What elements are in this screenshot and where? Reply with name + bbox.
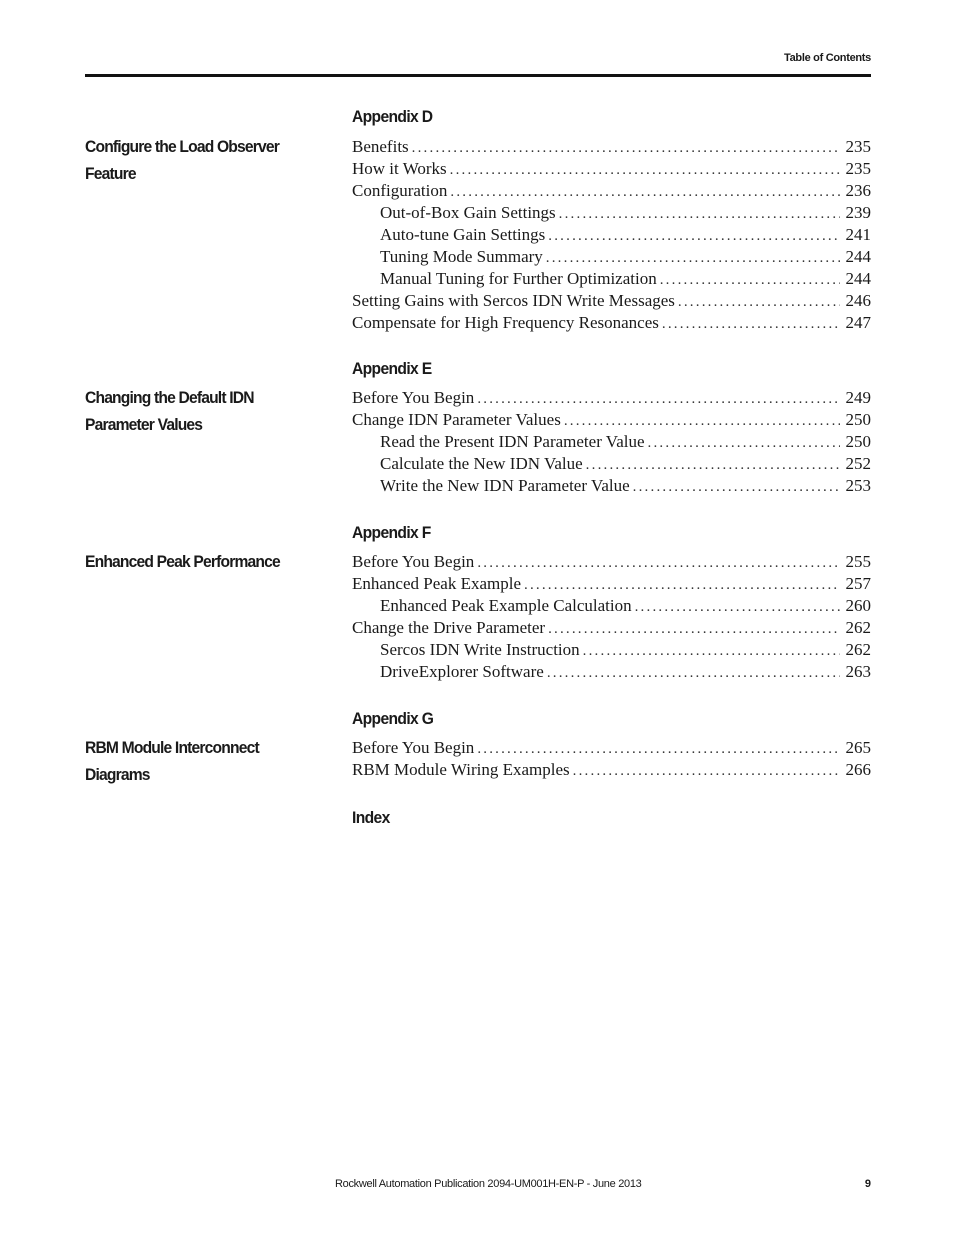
toc-entry-page: 239 [845,203,871,222]
toc-leader-dots [524,574,840,596]
toc-entry-title: Change the Drive Parameter [352,618,546,637]
toc-entry[interactable] [352,158,871,180]
toc-subentry[interactable] [352,431,871,453]
toc-entry-title: Auto-tune Gain Settings [380,225,546,244]
toc-leader-dots [477,552,839,574]
toc-entry-page: 244 [845,269,871,288]
toc-entry-title: Configuration [352,181,448,200]
toc-entry-page: 253 [845,476,871,495]
toc-entry-title: Change IDN Parameter Values [352,410,561,429]
toc-entry-page: 257 [845,574,871,593]
toc-subentry[interactable] [352,475,871,497]
toc-leader-dots [477,388,839,410]
toc-entry[interactable] [352,759,871,781]
toc-entry-page: 266 [845,760,871,779]
toc-leader-dots [635,596,840,618]
toc-leader-dots [412,137,840,159]
toc-subentry[interactable] [352,268,871,290]
toc-entry-title: DriveExplorer Software [380,662,544,681]
footer-publication: Rockwell Automation Publication 2094-UM001H-EN-P - June 2013 [335,1178,642,1190]
toc-entry[interactable] [352,617,871,639]
toc-entry-title: Benefits [352,137,409,156]
toc-leader-dots [648,432,840,454]
toc-entry-page: 247 [845,313,871,332]
appendix-e-label: Appendix E [352,359,432,378]
toc-leader-dots [548,225,839,247]
toc-entry-page: 241 [845,225,871,244]
toc-subentry[interactable] [352,224,871,246]
toc-entry-page: 235 [845,137,871,156]
appendix-g-label: Appendix G [352,709,434,728]
toc-entry-page: 244 [845,247,871,266]
toc-subentry[interactable] [352,661,871,683]
toc-entry[interactable] [352,180,871,202]
toc-entry-title: Before You Begin [352,552,475,571]
toc-entry-title: Before You Begin [352,738,475,757]
appendix-d-entries [352,136,871,334]
toc-leader-dots [662,313,840,335]
toc-entry[interactable] [352,387,871,409]
toc-entry[interactable] [352,573,871,595]
toc-entry-title: Setting Gains with Sercos IDN Write Messages [352,291,675,310]
toc-leader-dots [450,159,840,181]
toc-subentry[interactable] [352,639,871,661]
toc-entry-page: 262 [845,618,871,637]
toc-subentry[interactable] [352,246,871,268]
toc-leader-dots [678,291,840,313]
toc-entry-title: RBM Module Wiring Examples [352,760,570,779]
toc-entry-title: Enhanced Peak Example [352,574,521,593]
toc-entry-page: 265 [845,738,871,757]
header-rule [85,74,871,77]
toc-leader-dots [450,181,839,203]
toc-entry-page: 252 [845,454,871,473]
appendix-e-title: Changing the Default IDN Parameter Values [85,388,254,434]
toc-leader-dots [559,203,840,225]
toc-entry-page: 246 [845,291,871,310]
toc-leader-dots [547,662,840,684]
toc-subentry[interactable] [352,595,871,617]
toc-entry-title: Out-of-Box Gain Settings [380,203,556,222]
toc-leader-dots [573,760,840,782]
toc-entry-title: Manual Tuning for Further Optimization [380,269,657,288]
toc-entry-page: 263 [845,662,871,681]
toc-entry[interactable] [352,290,871,312]
toc-leader-dots [586,454,840,476]
toc-entry-page: 250 [845,410,871,429]
appendix-f-label: Appendix F [352,523,431,542]
toc-entry-title: Read the Present IDN Parameter Value [380,432,645,451]
toc-entry[interactable] [352,737,871,759]
toc-leader-dots [583,640,840,662]
appendix-f-entries [352,551,871,683]
toc-entry[interactable] [352,551,871,573]
toc-leader-dots [477,738,839,760]
toc-entry-title: Calculate the New IDN Value [380,454,583,473]
toc-entry-title: Sercos IDN Write Instruction [380,640,580,659]
toc-entry-title: Compensate for High Frequency Resonances [352,313,659,332]
toc-entry-title: Write the New IDN Parameter Value [380,476,630,495]
toc-subentry[interactable] [352,453,871,475]
toc-leader-dots [546,247,840,269]
toc-entry[interactable] [352,312,871,334]
footer-page-number: 9 [864,1178,871,1190]
index-label[interactable]: Index [352,808,390,827]
toc-entry-page: 255 [845,552,871,571]
toc-entry[interactable] [352,136,871,158]
toc-entry-page: 236 [845,181,871,200]
header-label: Table of Contents [784,52,871,64]
toc-entry-page: 235 [845,159,871,178]
toc-leader-dots [633,476,840,498]
appendix-e-entries [352,387,871,497]
appendix-f-title: Enhanced Peak Performance [85,552,280,571]
appendix-g-entries [352,737,871,781]
toc-entry-title: Enhanced Peak Example Calculation [380,596,632,615]
toc-entry-title: How it Works [352,159,447,178]
appendix-d-label: Appendix D [352,107,433,126]
toc-entry-page: 262 [845,640,871,659]
toc-entry-page: 249 [845,388,871,407]
appendix-g-title: RBM Module Interconnect Diagrams [85,738,259,784]
toc-entry-page: 250 [845,432,871,451]
toc-entry-title: Before You Begin [352,388,475,407]
toc-entry-page: 260 [845,596,871,615]
toc-leader-dots [548,618,839,640]
toc-leader-dots [660,269,840,291]
toc-entry[interactable] [352,409,871,431]
toc-subentry[interactable] [352,202,871,224]
appendix-d-title: Configure the Load Observer Feature [85,137,280,183]
toc-leader-dots [564,410,840,432]
toc-entry-title: Tuning Mode Summary [380,247,543,266]
